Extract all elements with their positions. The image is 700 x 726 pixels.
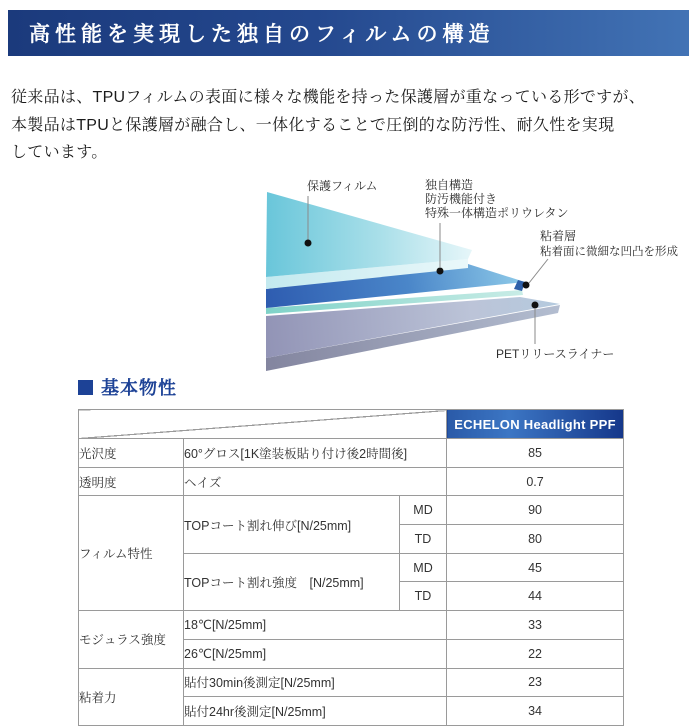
pet-liner-dot [532,302,539,309]
table-row [79,668,624,697]
test-cell: 貼付30min後測定[N/25mm] [184,668,447,697]
value-cell: 33 [447,611,624,640]
value-cell: 23 [447,668,624,697]
test-cell: ヘイズ [184,467,447,496]
property-cell: 光沢度 [79,439,184,468]
value-cell: 0.7 [447,467,624,496]
direction-cell: TD [400,582,447,611]
test-cell: 60°グロス[1K塗装板貼り付け後2時間後] [184,439,447,468]
test-cell: 貼付24hr後測定[N/25mm] [184,697,447,726]
test-cell: TOPコート割れ強度 [N/25mm] [184,553,400,610]
table-row [79,496,624,525]
value-cell: 44 [447,582,624,611]
section-heading-square-icon [78,380,93,395]
unique-structure-label: 独自構造 [425,178,474,192]
section-heading [78,374,177,400]
intro-line: しています。 [11,144,108,161]
table-row [79,439,624,468]
pet-liner-label: PETリリースライナー [496,347,615,361]
value-cell: 34 [447,697,624,726]
unique-structure-dot [437,268,444,275]
adhesive-layer-label: 粘着層 [540,229,577,243]
table-header-row [79,410,624,439]
value-cell: 22 [447,639,624,668]
page-title: 高性能を実現した独自のフィルムの構造 [29,22,495,46]
unique-structure-label: 特殊一体構造ポリウレタン [425,206,569,220]
unique-structure-label: 防汚機能付き [425,192,498,206]
value-cell: 45 [447,553,624,582]
test-cell: 18℃[N/25mm] [184,611,447,640]
property-cell: 透明度 [79,467,184,496]
product-column-header: ECHELON Headlight PPF [447,410,624,439]
properties-table [78,409,624,726]
direction-cell: TD [400,525,447,554]
adhesive-layer-label: 粘着面に微細な凹凸を形成 [540,246,678,258]
value-cell: 90 [447,496,624,525]
diagonal-corner-cell [79,410,447,439]
protective-film-label: 保護フィルム [307,179,378,193]
test-cell: 26℃[N/25mm] [184,639,447,668]
intro-line: 本製品はTPUと保護層が融合し、一体化することで圧倒的な防汚性、耐久性を実現 [11,116,615,134]
section-heading-title: 基本物性 [101,378,177,398]
protective-film-dot [305,240,312,247]
property-cell: フィルム特性 [79,496,184,611]
value-cell: 85 [447,439,624,468]
direction-cell: MD [400,496,447,525]
table-row [79,467,624,496]
property-cell: 粘着力 [79,668,184,725]
adhesive-layer-leader-line [529,259,548,283]
intro-line: 従来品は、TPUフィルムの表面に様々な機能を持った保護層が重なっている形ですが、 [11,89,646,106]
property-cell: モジュラス強度 [79,611,184,668]
adhesive-layer-dot [523,282,530,289]
value-cell: 80 [447,525,624,554]
table-row [79,611,624,640]
test-cell: TOPコート割れ伸び[N/25mm] [184,496,400,553]
direction-cell: MD [400,553,447,582]
